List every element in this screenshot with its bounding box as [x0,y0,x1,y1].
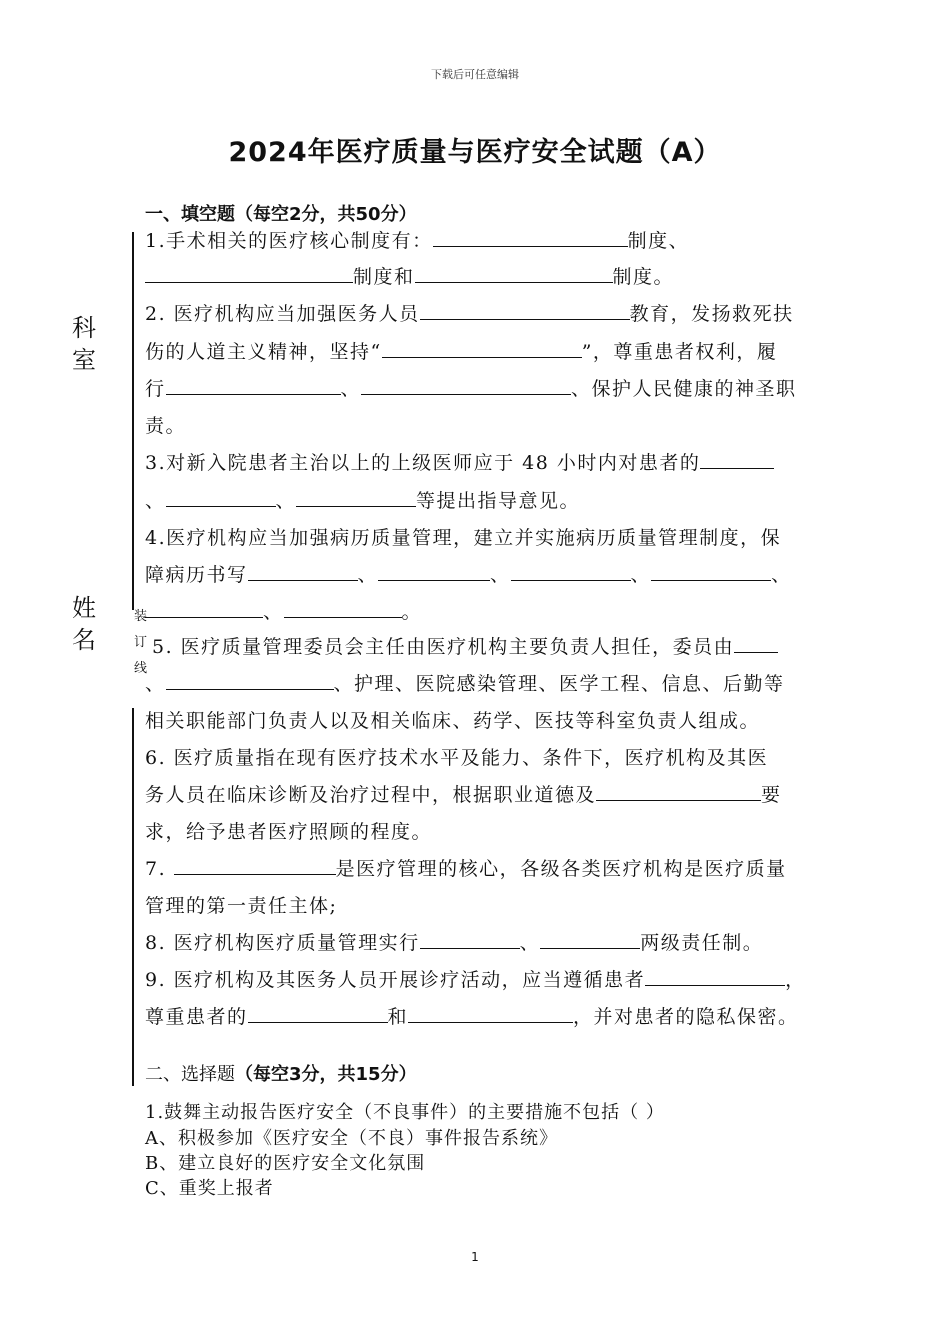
q7-line1: 7. 是医疗管理的核心，各级各类医疗机构是医疗质量 [145,858,787,880]
q4-blank-1[interactable] [248,562,358,581]
q2-blank-3[interactable] [166,376,341,395]
q5-blank-1[interactable] [734,634,778,653]
q5-line3: 相关职能部门负责人以及相关临床、药学、医技等科室负责人组成。 [145,710,761,732]
binding-mark: 装 订 线 [134,609,148,676]
q9-blank-2[interactable] [248,1004,388,1023]
q4-blank-4[interactable] [651,562,771,581]
binding-line-bottom [132,708,134,1086]
q2-blank-2[interactable] [382,339,582,358]
q1-blank-1[interactable] [433,228,628,247]
q9-line1: 9. 医疗机构及其医务人员开展诊疗活动，应当遵循患者 ， [145,969,806,991]
q1-line2: 制度和 制度。 [145,262,845,289]
q6-line2: 务人员在临床诊断及治疗过程中，根据职业道德及 要 [145,784,782,806]
binding-line-top [132,232,134,610]
q6-blank-1[interactable] [596,782,761,801]
q9-blank-3[interactable] [408,1004,573,1023]
q8-line1: 8. 医疗机构医疗质量管理实行 、 两级责任制。 [145,932,764,954]
mc1-option-a: A、积极参加《医疗安全（不良）事件报告系统》 [145,1128,558,1149]
q3-blank-3[interactable] [296,488,416,507]
q2-line3: 行 、 、保护人民健康的神圣职 [145,378,797,400]
q4-line2: 障病历书写 、 、 、 、 [145,564,792,586]
q5-blank-2[interactable] [166,671,334,690]
q4-blank-5[interactable] [145,599,263,618]
q4-blank-6[interactable] [284,599,402,618]
page-number: 1 [471,1250,479,1264]
q2-blank-1[interactable] [420,301,630,320]
q4-line1: 4.医疗机构应当加强病历质量管理，建立并实施病历质量管理制度，保 [145,527,782,549]
q2-line2: 伤的人道主义精神，坚持“ ”，尊重患者权利，履 [145,341,778,363]
page-header: 下载后可任意编辑 [431,68,519,81]
q9-line2: 尊重患者的 和 ，并对患者的隐私保密。 [145,1006,799,1028]
q5-line1: 5. 医疗质量管理委员会主任由医疗机构主要负责人担任，委员由 [152,632,852,659]
q3-blank-1[interactable] [700,450,774,469]
mc1-option-c: C、重奖上报者 [145,1178,274,1199]
q6-line1: 6. 医疗质量指在现有医疗技术水平及能力、条件下，医疗机构及其医 [145,747,769,769]
q2-line4: 责。 [145,415,187,437]
q4-blank-2[interactable] [378,562,490,581]
q5-line2: 、 、护理、医院感染管理、医学工程、信息、后勤等 [145,673,785,695]
q3-line2: 、 、 等提出指导意见。 [145,490,581,512]
section2-heading: 二、选择题（每空3分，共15分） [145,1064,417,1085]
q7-blank-1[interactable] [174,856,336,875]
q1-blank-2[interactable] [145,264,353,283]
q2-line1: 2. 医疗机构应当加强医务人员 教育，发扬救死扶 [145,303,794,325]
q9-blank-1[interactable] [645,967,785,986]
mc1-option-b: B、建立良好的医疗安全文化氛围 [145,1153,426,1174]
q4-line3: 、 。 [145,597,845,624]
q8-blank-2[interactable] [540,930,640,949]
q1-line1: 1.手术相关的医疗核心制度有： 制度、 [145,230,690,252]
q2-blank-4[interactable] [361,376,571,395]
q1-blank-3[interactable] [415,264,613,283]
q7-line2: 管理的第一责任主体; [145,895,338,917]
q4-blank-3[interactable] [511,562,631,581]
q3-blank-2[interactable] [166,488,276,507]
dept-label: 科 室 [72,314,96,374]
q3-line1: 3.对新入院患者主治以上的上级医师应于 48 小时内对患者的 [145,448,845,475]
page-title: 2024年医疗质量与医疗安全试题（A） [228,137,722,168]
q8-blank-1[interactable] [420,930,520,949]
section1-heading: 一、填空题（每空2分，共50分） [145,204,417,225]
q6-line3: 求，给予患者医疗照顾的程度。 [145,821,433,843]
name-label: 姓 名 [72,594,96,654]
mc1-question: 1.鼓舞主动报告医疗安全（不良事件）的主要措施不包括（ ） [145,1102,665,1123]
